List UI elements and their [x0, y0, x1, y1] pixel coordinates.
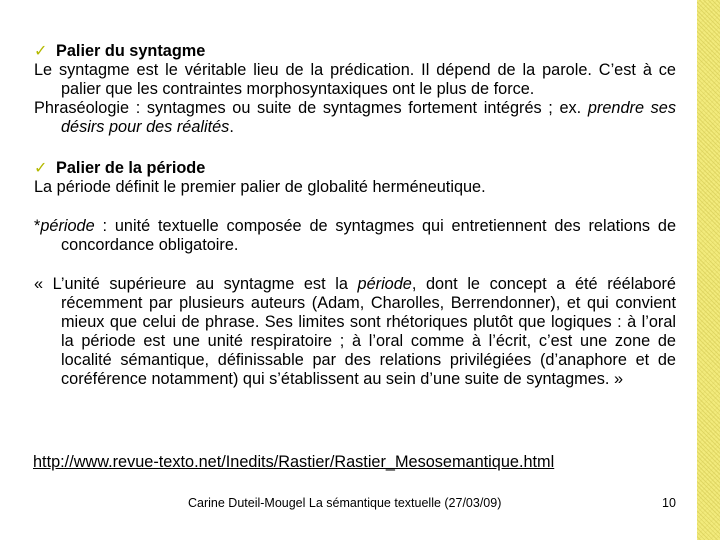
check-icon: ✓ [34, 43, 48, 60]
phraseologie-end: . [229, 118, 234, 136]
quote-part1: « L’unité supérieure au syntagme est la [34, 275, 358, 293]
quote-paragraph [34, 275, 676, 389]
phraseologie-paragraph [34, 99, 676, 137]
heading-syntagme-text: Palier du syntagme [56, 42, 206, 60]
periode-paragraph: La période définit le premier palier de globalité herméneutique. [34, 178, 486, 196]
quote-term: période [357, 275, 412, 293]
quote-part2: , dont le concept a été réélaboré récemment par plusieurs auteurs (Adam, Charolles, Berrendonner), et qui convient mieux que celui de phrase. Ses limites sont rhétoriques plutôt que logiques : à l’oral la période est une unité respiratoire ; à l’oral comme à l’écrit, c’est une zone de localité sémantique, définissable par des relations privilégiées (d’anaphore et de coréférence notamment) qui s’établissent au sein d’une suite de syntagmes. » [61, 275, 676, 388]
check-icon: ✓ [34, 160, 48, 177]
footer-text: Carine Duteil-Mougel La sémantique textuelle (27/03/09) [188, 496, 502, 510]
definition-text: : unité textuelle composée de syntagmes qui entretiennent des relations de concordance obligatoire. [61, 217, 676, 254]
decorative-side-band [697, 0, 720, 540]
heading-syntagme [34, 42, 676, 61]
phraseologie-example: prendre ses désirs pour des réalités [61, 99, 676, 136]
syntagme-paragraph: Le syntagme est le véritable lieu de la prédication. Il dépend de la parole. C’est à ce palier que les contraintes morphosyntaxiques ont le plus de force. [34, 61, 676, 98]
phraseologie-text: Phraséologie : syntagmes ou suite de syntagmes fortement intégrés ; ex. [34, 99, 588, 117]
definition-prefix: * [34, 217, 41, 235]
definition-paragraph [34, 217, 676, 255]
heading-periode-text: Palier de la période [56, 159, 206, 177]
source-link[interactable]: http://www.revue-texto.net/Inedits/Rastier/Rastier_Mesosemantique.html [33, 453, 555, 471]
heading-periode [34, 159, 676, 178]
page-number: 10 [662, 496, 676, 510]
definition-term: période [40, 217, 95, 235]
slide-content [34, 42, 676, 389]
